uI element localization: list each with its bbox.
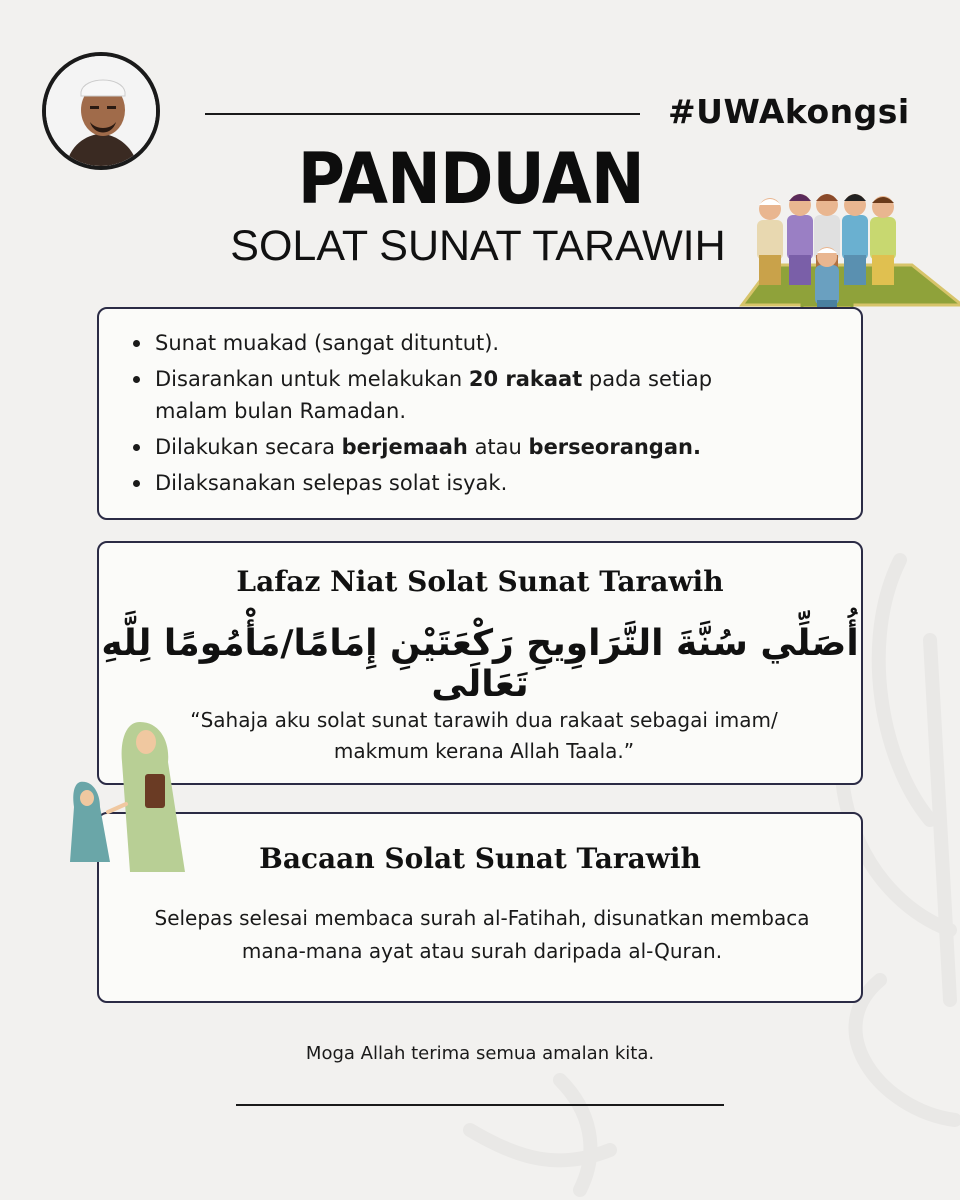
info-bullet-text: berjemaah xyxy=(341,435,468,459)
info-bullet-text: Dilaksanakan selepas solat isyak. xyxy=(155,471,508,495)
niat-translation: “Sahaja aku solat sunat tarawih dua rakaat sebagai imam/ makmum kerana Allah Taala.” xyxy=(190,708,778,763)
info-bullet-text: pada setiap malam bulan Ramadan. xyxy=(155,367,713,423)
info-bullet-item xyxy=(131,363,791,427)
info-bullet-text: Sunat muakad (sangat dituntut). xyxy=(155,331,500,355)
info-bullet-item xyxy=(131,431,791,463)
hashtag-label: #UWAkongsi xyxy=(668,92,910,131)
bacaan-card-title: Bacaan Solat Sunat Tarawih xyxy=(259,842,701,875)
niat-arabic-text: أُصَلِّي سُنَّةَ التَّرَاوِيحِ رَكْعَتَيْنِ إِمَامًا/مَأْمُومًا لِلَّهِ تَعَالَى xyxy=(101,623,859,705)
bacaan-text: Selepas selesai membaca surah al-Fatihah, disunatkan membaca mana-mana ayat atau surah daripada al-Quran. xyxy=(154,906,810,963)
info-bullet-text: atau xyxy=(467,435,529,459)
info-bullet-text: 20 rakaat xyxy=(468,367,583,391)
niat-card xyxy=(97,541,863,785)
info-bullet-item xyxy=(131,467,791,499)
info-bullet-list xyxy=(131,327,791,503)
header-divider-top xyxy=(205,113,640,115)
page-subtitle: SOLAT SUNAT TARAWIH xyxy=(230,222,726,270)
niat-card-title: Lafaz Niat Solat Sunat Tarawih xyxy=(236,565,724,598)
bacaan-card xyxy=(97,812,863,1003)
footer-divider xyxy=(236,1104,724,1106)
closing-message: Moga Allah terima semua amalan kita. xyxy=(305,1043,655,1064)
page-title: PANDUAN xyxy=(297,138,644,220)
info-bullet-text: Dilakukan secara xyxy=(155,435,342,459)
mother-child-illustration xyxy=(60,712,200,882)
info-bullet-text: Disarankan untuk melakukan xyxy=(155,367,469,391)
info-card xyxy=(97,307,863,520)
info-bullet-item xyxy=(131,327,791,359)
info-bullet-text: berseorangan. xyxy=(528,435,701,459)
